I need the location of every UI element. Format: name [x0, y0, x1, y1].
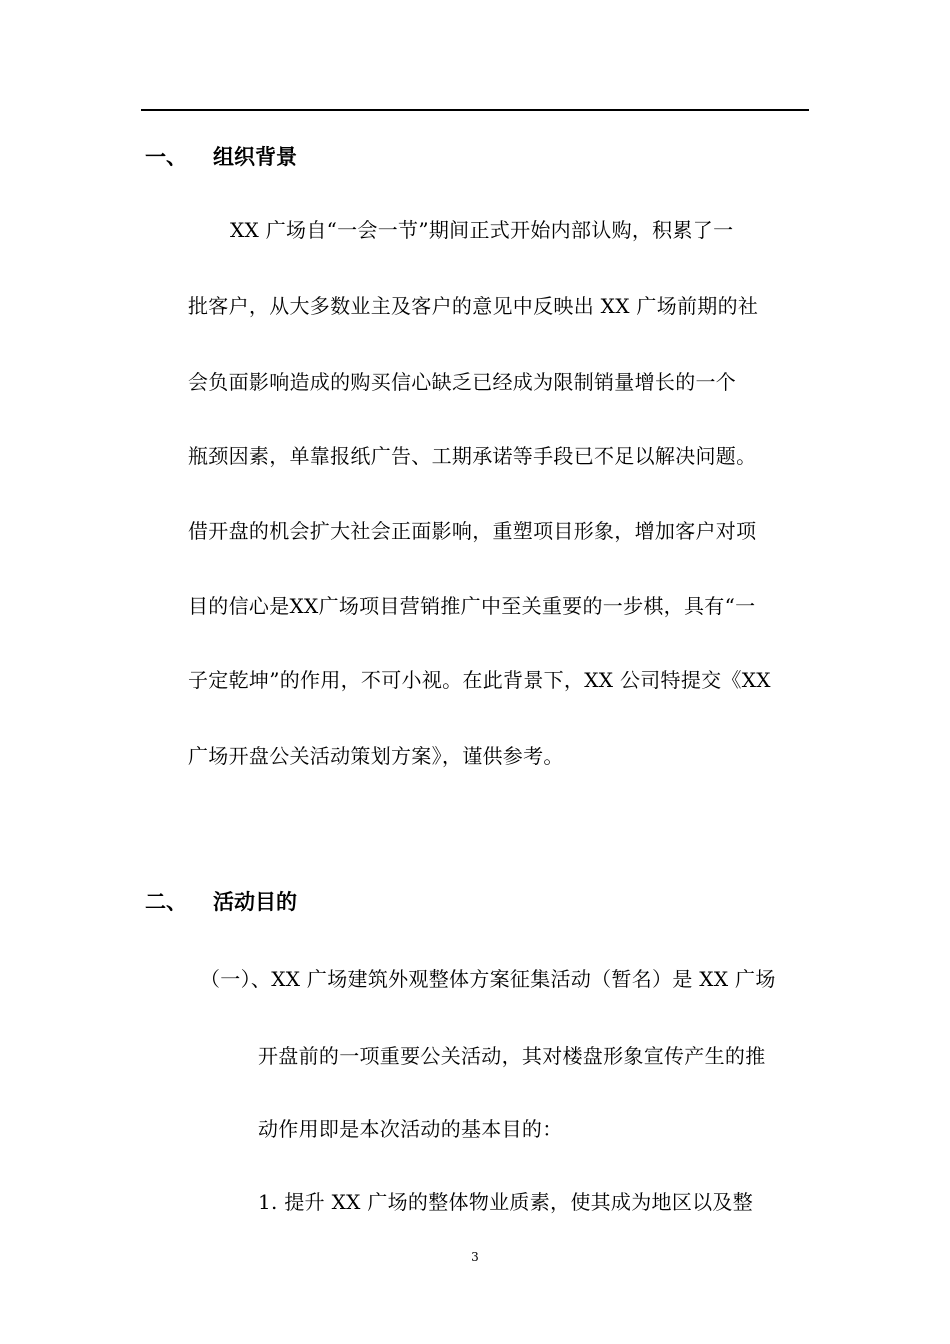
paragraph-line: 1. 提升 XX 广场的整体物业质素，使其成为地区以及整: [258, 1190, 754, 1214]
page-number: 3: [471, 1250, 479, 1264]
paragraph-line: 广场开盘公关活动策划方案》，谨供参考。: [188, 744, 564, 768]
paragraph-line: 子定乾坤”的作用，不可小视。在此背景下，XX 公司特提交《XX: [188, 668, 771, 692]
paragraph-line: （一）、XX 广场建筑外观整体方案征集活动（暂名）是 XX 广场: [200, 967, 776, 991]
section-2-heading: [145, 886, 297, 916]
paragraph-line: 借开盘的机会扩大社会正面影响，重塑项目形象，增加客户对项: [188, 519, 757, 543]
paragraph-line: 目的信心是XX广场项目营销推广中至关重要的一步棋，具有“一: [188, 594, 756, 618]
section-1-title: 组织背景: [213, 145, 297, 169]
paragraph-line: XX 广场自“一会一节”期间正式开始内部认购，积累了一: [230, 218, 734, 242]
header-rule: [141, 109, 809, 111]
section-2-number: 二、: [145, 890, 187, 914]
paragraph-line: 会负面影响造成的购买信心缺乏已经成为限制销量增长的一个: [188, 370, 737, 394]
section-2-title: 活动目的: [213, 890, 297, 914]
paragraph-line: 开盘前的一项重要公关活动，其对楼盘形象宣传产生的推: [258, 1044, 766, 1068]
paragraph-line: 批客户，从大多数业主及客户的意见中反映出 XX 广场前期的社: [188, 294, 759, 318]
section-1-number: 一、: [145, 145, 187, 169]
paragraph-line: 瓶颈因素，单靠报纸广告、工期承诺等手段已不足以解决问题。: [188, 444, 757, 468]
section-1-heading: [145, 141, 297, 171]
paragraph-line: 动作用即是本次活动的基本目的：: [258, 1117, 563, 1141]
